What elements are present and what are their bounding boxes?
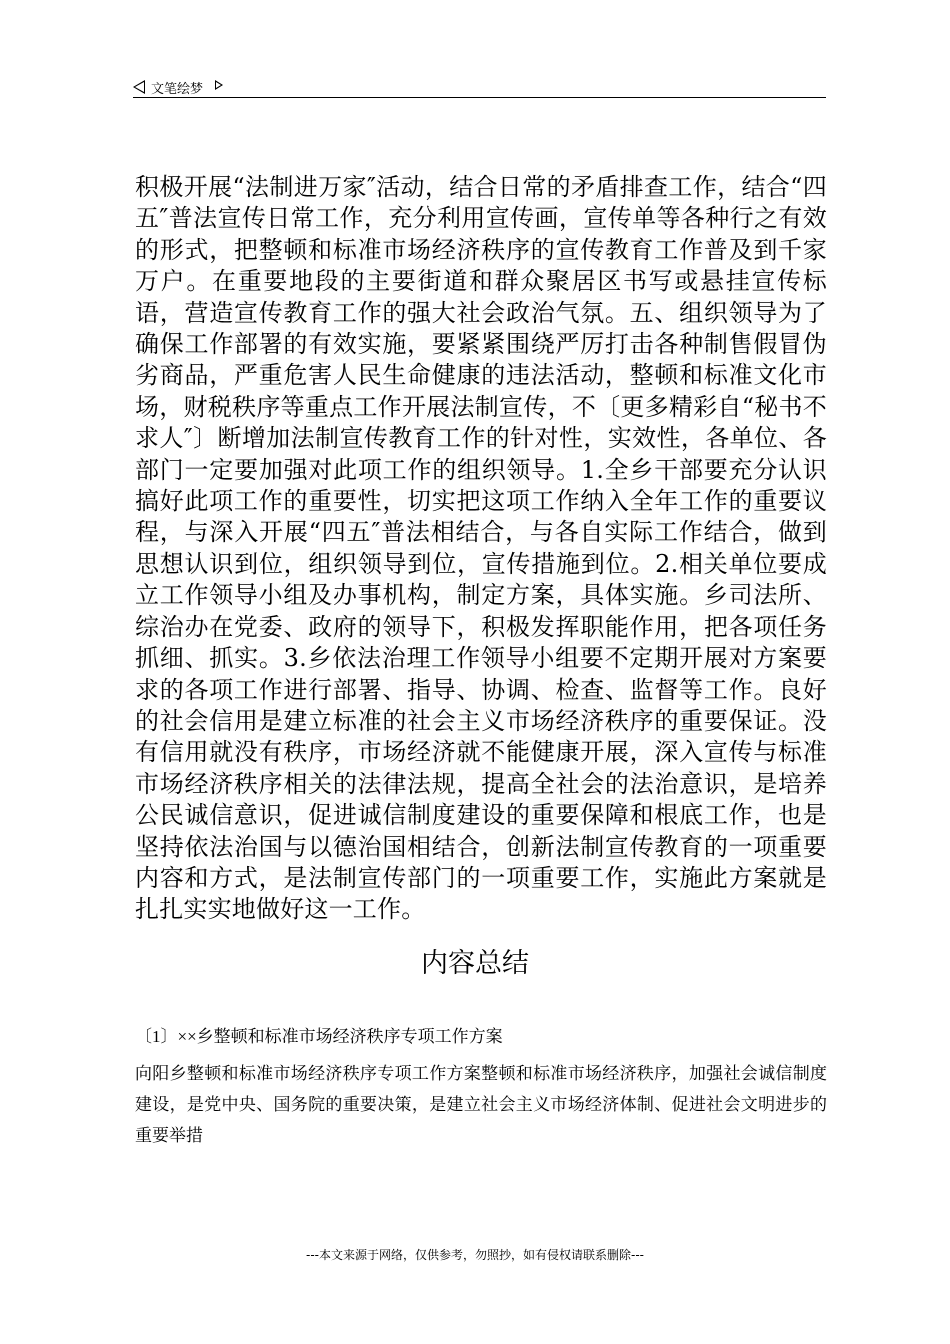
triangle-right-outline-icon	[215, 80, 223, 90]
summary-paragraph: 向阳乡整顿和标准市场经济秩序专项工作方案整顿和标准市场经济秩序，加强社会诚信制度建设，是党中央、国务院的重要决策，是建立社会主义市场经济体制、促进社会文明进步的重要举措	[135, 1064, 827, 1145]
summary-title: 内容总结	[421, 948, 529, 979]
footer-disclaimer: ---本文来源于网络，仅供参考，勿照抄，如有侵权请联系删除---	[306, 1248, 644, 1262]
page-header	[133, 76, 826, 98]
summary-subtitle: 〔1〕××乡整顿和标准市场经济秩序专项工作方案	[135, 1027, 503, 1046]
body-paragraph: 积极开展“法制进万家″活动，结合日常的矛盾排查工作，结合“四五″普法宣传日常工作，充分利用宣传画，宣传单等各种行之有效的形式，把整顿和标准市场经济秩序的宣传教育工作普及到千家万户。在重要地段的主要街道和群众聚居区书写或悬挂宣传标语，营造宣传教育工作的强大社会政治气氛。五、组织领导为了确保工作部署的有效实施，要紧紧围绕严厉打击各种制售假冒伪劣商品，严重危害人民生命健康的违法活动，整顿和标准文化市场，财税秩序等重点工作开展法制宣传，不〔更多精彩自“秘书不求人″〕断增加法制宣传教育工作的针对性，实效性，各单位、各部门一定要加强对此项工作的组织领导。1.全乡干部要充分认识搞好此项工作的重要性，切实把这项工作纳入全年工作的重要议程，与深入开展“四五″普法相结合，与各自实际工作结合，做到思想认识到位，组织领导到位，宣传措施到位。2.相关单位要成立工作领导小组及办事机构，制定方案，具体实施。乡司法所、综治办在党委、政府的领导下，积极发挥职能作用，把各项任务抓细、抓实。3.乡依法治理工作领导小组要不定期开展对方案要求的各项工作进行部署、指导、协调、检查、监督等工作。良好的社会信用是建立标准的社会主义市场经济秩序的重要保证。没有信用就没有秩序，市场经济就不能健康开展，深入宣传与标准市场经济秩序相关的法律法规，提高全社会的法治意识，是培养公民诚信意识，促进诚信制度建设的重要保障和根底工作，也是坚持依法治国与以德治国相结合，创新法制宣传教育的一项重要内容和方式，是法制宣传部门的一项重要工作，实施此方案就是扎扎实实地做好这一工作。	[135, 173, 827, 924]
header-title: 文笔绘梦	[151, 81, 204, 97]
triangle-left-outline-icon	[133, 80, 145, 94]
header-divider	[133, 97, 826, 98]
